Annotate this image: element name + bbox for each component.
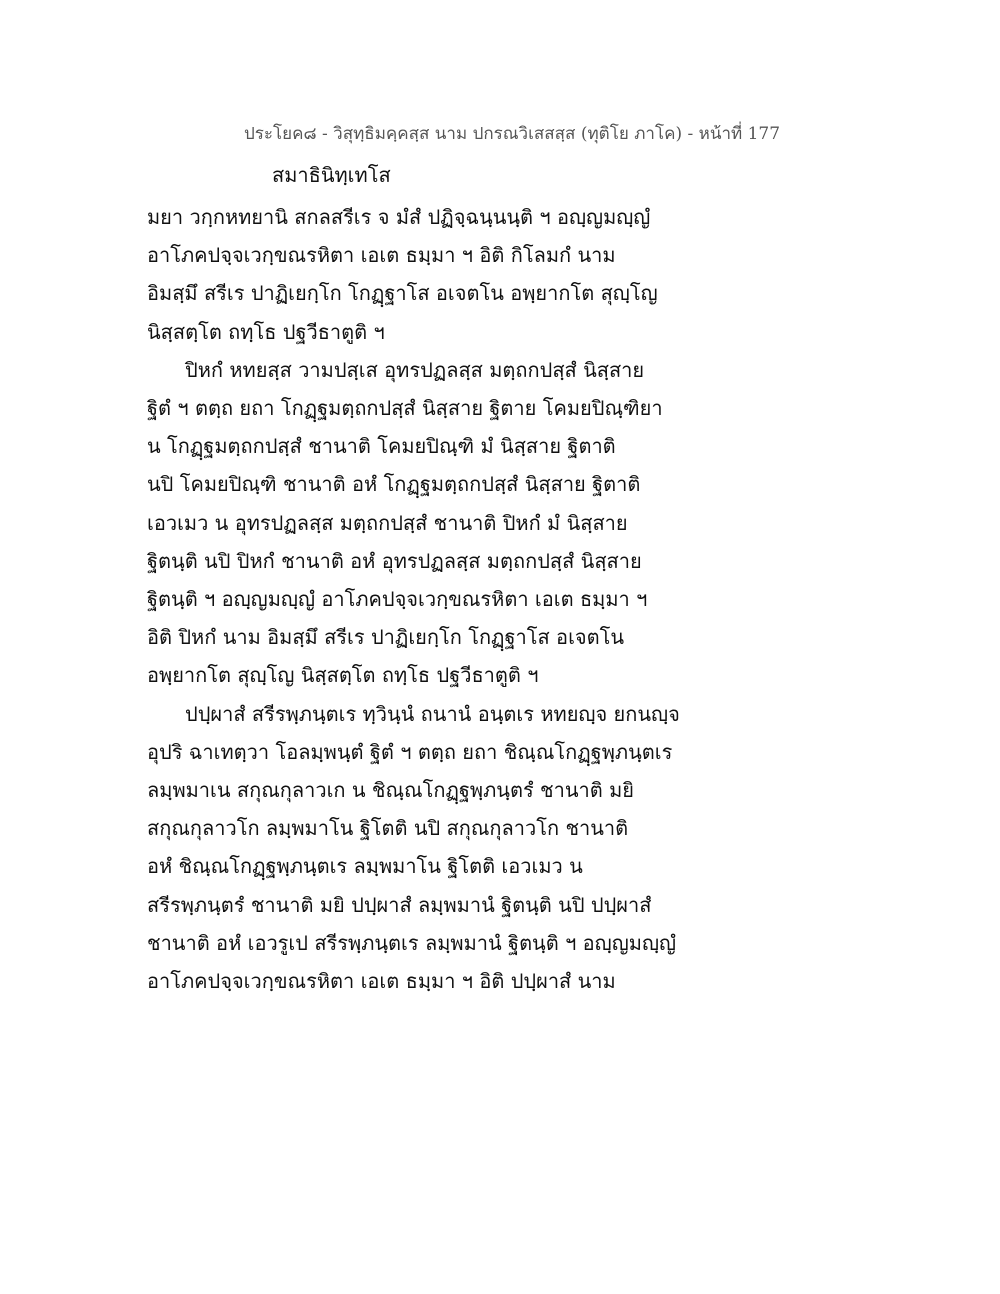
- paragraph-start-line: ปิหกํ หทยสฺส วามปสฺเส อุทรปฏลสฺส มตฺถกปสฺสํ นิสฺสาย: [185, 357, 645, 382]
- text-line: อหํ ชิณฺณโกฏฺฐพฺภนฺตเร ลมฺพมาโน ฐิโตติ เอวเมว น: [147, 854, 583, 879]
- paragraph-start-line: ปปฺผาสํ สรีรพฺภนฺตเร ทฺวินฺนํ ถนานํ อนฺตเร หทยญฺจ ยกนญฺจ: [185, 701, 680, 726]
- text-line: อิติ ปิหกํ นาม อิมสฺมึ สรีเร ปาฏิเยกฺโก โกฏฺฐาโส อเจตโน: [147, 625, 625, 650]
- text-line: ฐิตนฺติ นปิ ปิหกํ ชานาติ อหํ อุทรปฏลสฺส มตฺถกปสฺสํ นิสฺสาย: [147, 548, 642, 573]
- running-header: ประโยค๘ - วิสุทฺธิมคฺคสฺส นาม ปกรณวิเสสสฺส (ทุติโย ภาโค) - หน้าที่ 177: [244, 124, 781, 144]
- text-line: อาโภคปจฺจเวกฺขณรหิตา เอเต ธมฺมา ฯ อิติ ปปฺผาสํ นาม: [147, 969, 616, 994]
- text-line: สรีรพฺภนฺตรํ ชานาติ มยิ ปปฺผาสํ ลมฺพมานํ ฐิตนฺติ นปิ ปปฺผาสํ: [147, 892, 652, 917]
- text-line: ฐิตนฺติ ฯ อญฺญมญฺญํ อาโภคปจฺจเวกฺขณรหิตา เอเต ธมฺมา ฯ: [147, 587, 648, 612]
- text-line: สกุณกุลาวโก ลมฺพมาโน ฐิโตติ นปิ สกุณกุลาวโก ชานาติ: [147, 816, 629, 841]
- text-line: น โกฏฺฐมตฺถกปสฺสํ ชานาติ โคมยปิณฺฑิ มํ นิสฺสาย ฐิตาติ: [147, 434, 616, 459]
- section-heading: สมาธินิทฺเทโส: [272, 163, 391, 187]
- text-line: อพฺยากโต สุญฺโญ นิสฺสตฺโต ถทฺโธ ปฐวีธาตูติ ฯ: [147, 663, 539, 688]
- text-line: นปิ โคมยปิณฺฑิ ชานาติ อหํ โกฏฺฐมตฺถกปสฺสํ นิสฺสาย ฐิตาติ: [147, 472, 641, 497]
- text-line: อิมสฺมึ สรีเร ปาฏิเยกฺโก โกฏฺฐาโส อเจตโน อพฺยากโต สุญฺโญ: [147, 281, 658, 306]
- text-line: ลมฺพมาเน สกุณกุลาวเก น ชิณฺณโกฏฺฐพฺภนฺตรํ ชานาติ มยิ: [147, 778, 635, 803]
- text-line: อาโภคปจฺจเวกฺขณรหิตา เอเต ธมฺมา ฯ อิติ กิโลมกํ นาม: [147, 243, 616, 268]
- text-line: ฐิตํ ฯ ตตฺถ ยถา โกฏฺฐมตฺถกปสฺสํ นิสฺสาย ฐิตาย โคมยปิณฺฑิยา: [147, 396, 663, 421]
- text-line: อุปริ ฉาเทตฺวา โอลมฺพนฺตํ ฐิตํ ฯ ตตฺถ ยถา ชิณฺณโกฏฺฐพฺภนฺตเร: [147, 739, 673, 764]
- body-text: [147, 198, 847, 1000]
- text-line: เอวเมว น อุทรปฏลสฺส มตฺถกปสฺสํ ชานาติ ปิหกํ มํ นิสฺสาย: [147, 510, 628, 535]
- text-line: มยา วกฺกหทยานิ สกลสรีเร จ มํสํ ปฏิจฺฉนฺนนฺติ ฯ อญฺญมญฺญํ: [147, 205, 651, 229]
- text-line: นิสฺสตฺโต ถทฺโธ ปฐวีธาตูติ ฯ: [147, 319, 385, 344]
- text-line: ชานาติ อหํ เอวรูเป สรีรพฺภนฺตเร ลมฺพมานํ ฐิตนฺติ ฯ อญฺญมญฺญํ: [147, 930, 677, 955]
